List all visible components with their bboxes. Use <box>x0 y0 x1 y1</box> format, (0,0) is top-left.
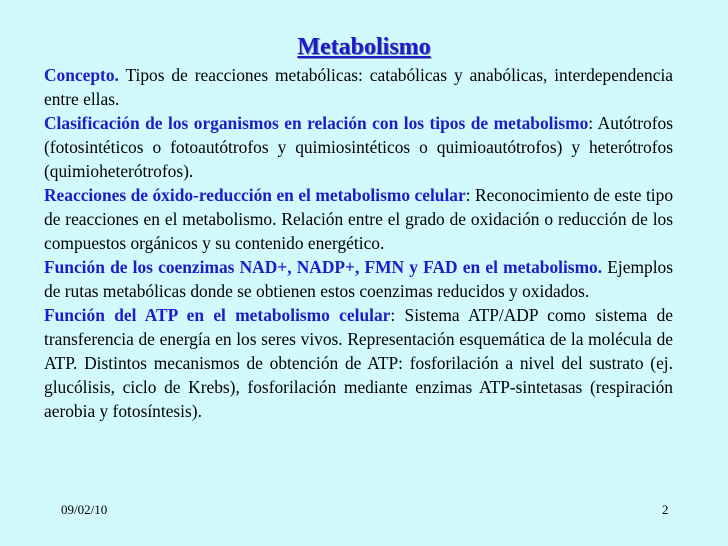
section-heading: Función de los coenzimas NAD+, NADP+, FMN y FAD en el metabolismo. <box>44 257 603 277</box>
slide-title: Metabolismo <box>297 34 431 60</box>
section-text: : Autótrofos (fotosintéticos o fotoautótrofos y quimiosintéticos o quimioautótrofos) y heterótrofos (quimioheterótrofos). <box>44 113 673 181</box>
section-clasificacion <box>44 111 673 183</box>
section-text: Ejemplos de rutas metabólicas donde se obtienen estos coenzimas reducidos y oxidados. <box>44 257 673 301</box>
section-heading: Clasificación de los organismos en relación con los tipos de metabolismo <box>44 113 589 133</box>
section-heading: Reacciones de óxido-reducción en el metabolismo celular <box>44 185 466 205</box>
section-atp <box>44 303 673 423</box>
section-concepto <box>44 63 673 111</box>
section-heading: Concepto. <box>44 65 119 85</box>
section-heading: Función del ATP en el metabolismo celular <box>44 305 391 325</box>
section-text: : Sistema ATP/ADP como sistema de transferencia de energía en los seres vivos. Representación esquemática de la molécula de ATP. Distintos mecanismos de obtención de ATP: fosforilación a nivel del sustrato (ej. glucólisis, ciclo de Krebs), fosforilación mediante enzimas ATP-sintetasas (respiración aerobia y fotosíntesis). <box>44 305 674 421</box>
page-number: 2 <box>662 502 669 517</box>
footer-date: 09/02/10 <box>61 502 108 517</box>
section-text: Tipos de reacciones metabólicas: catabólicas y anabólicas, interdependencia entre ellas. <box>44 65 673 109</box>
section-text: : Reconocimiento de este tipo de reacciones en el metabolismo. Relación entre el grado de oxidación o reducción de los compuestos orgánicos y su contenido energético. <box>44 185 674 253</box>
section-coenzimas <box>44 255 673 303</box>
section-reacciones <box>44 183 673 255</box>
slide-body <box>44 63 673 423</box>
